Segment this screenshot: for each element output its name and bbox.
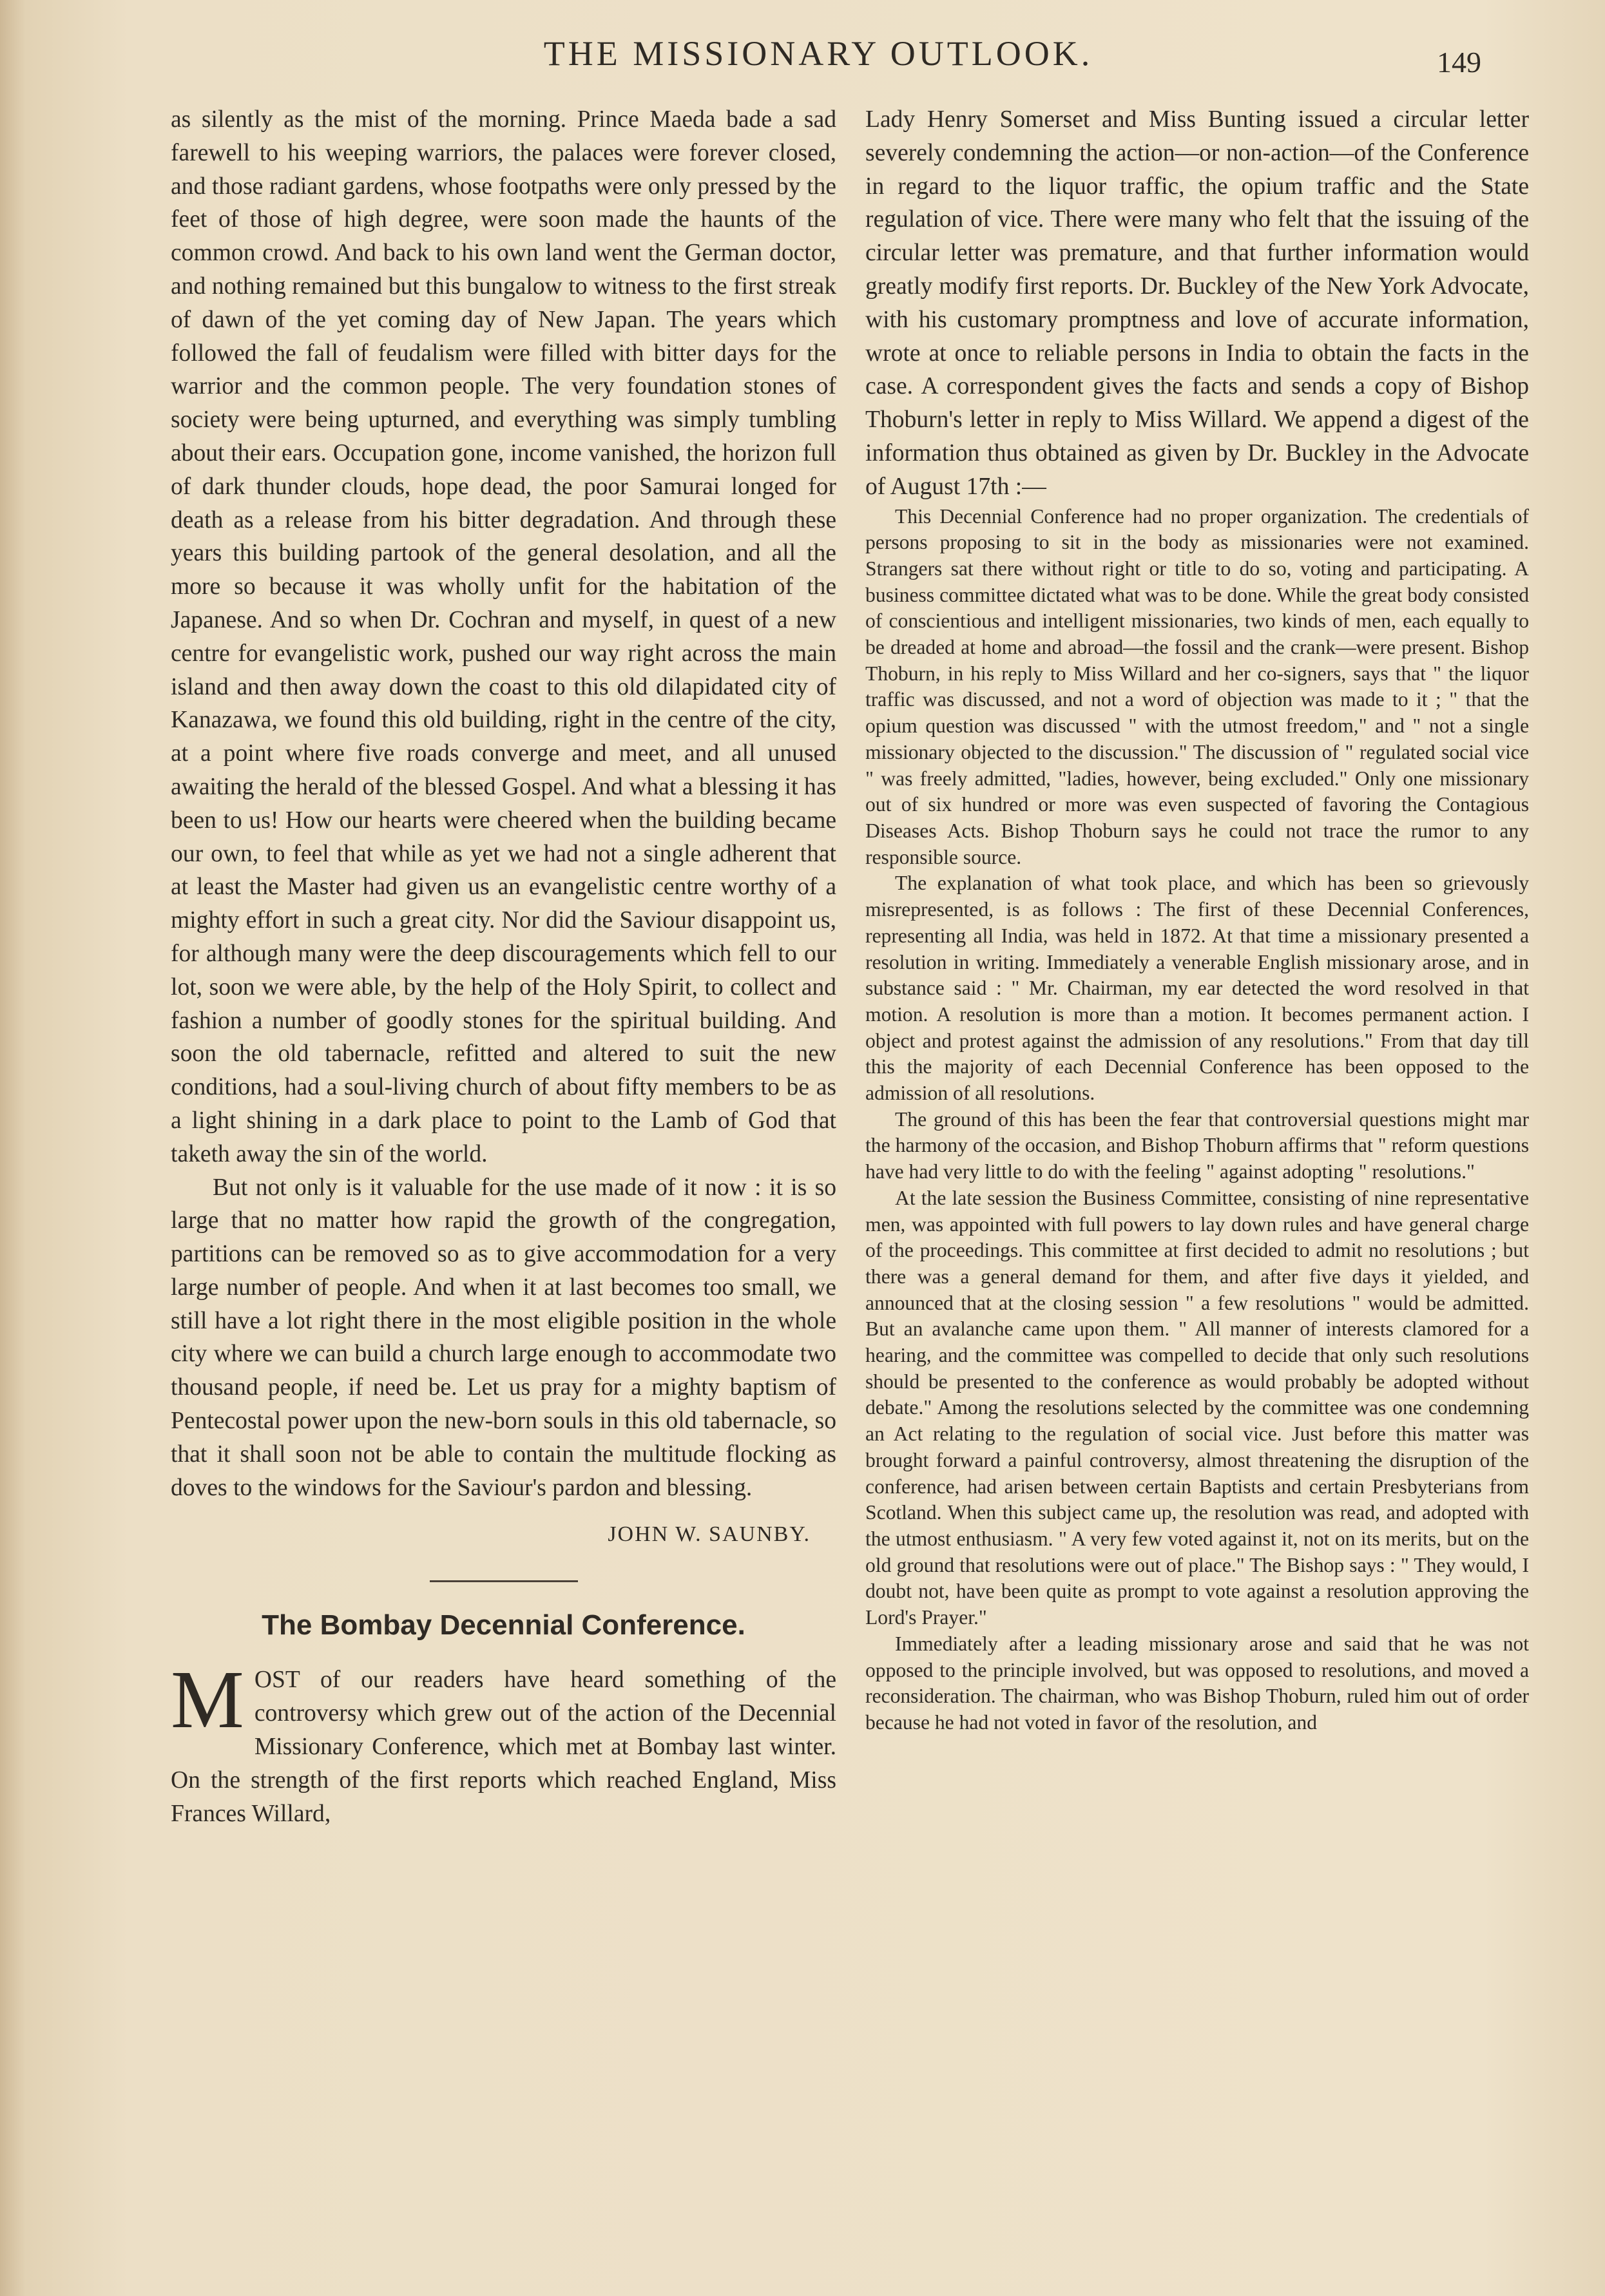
right-paragraph-1: Lady Henry Somerset and Miss Bunting issued a circular letter severely condemning the action—or non-action—of the Conference in regard to the liquor traffic, the opium traffic and the State regulation of vice. There were many who felt that the issuing of the circular letter was premature, and that further information would greatly modify first reports. Dr. Buckley of the New York Advocate, with his customary promptness and love of accurate information, wrote at once to reliable persons in India to obtain the facts in the case. A correspondent gives the facts and sends a copy of Bishop Thoburn's letter in reply to Miss Willard. We append a digest of the information thus obtained as given by Dr. Buckley in the Advocate of August 17th :— — [865, 106, 1529, 500]
quoted-paragraph-5: Immediately after a leading missionary arose and said that he was not opposed to the principle involved, but was opposed to resolutions, and moved a reconsideration. The chairman, who was Bishop Thoburn, ruled him out of order because he had not voted in favor of the resolution, and — [865, 1632, 1529, 1734]
left-column — [171, 103, 836, 1830]
left-paragraph-1: as silently as the mist of the morning. Prince Maeda bade a sad farewell to his weeping warriors, the palaces were forever closed, and those radiant gardens, whose footpaths were only pressed by the feet of those of high degree, were soon made the haunts of the common crowd. And back to his own land went the German doctor, and nothing remained but this bungalow to witness to the first streak of dawn of the yet coming day of New Japan. The years which followed the fall of feudalism were filled with bitter days for the warrior and the common people. The very foundation stones of society were being upturned, and everything was simply tumbling about their ears. Occupation gone, income vanished, the horizon full of dark thunder clouds, hope dead, the poor Samurai longed for death as a release from his bitter degradation. And through these years this building partook of the general desolation, and all the more so because it was wholly unfit for the habitation of the Japanese. And so when Dr. Cochran and myself, in quest of a new centre for evangelistic work, pushed our way right across the main island and then away down the coast to this old dilapidated city of Kanazawa, we found this old building, right in the centre of the city, at a point where five roads converge and meet, and all unused awaiting the herald of the blessed Gospel. And what a blessing it has been to us! How our hearts were cheered when the building became our own, to feel that while as yet we had not a single adherent that at least the Master had given us an evangelistic centre worthy of a mighty effort in such a great city. Nor did the Saviour disappoint us, for although many were the deep discouragements which fell to our lot, soon we were able, by the help of the Holy Spirit, to collect and fashion a number of goodly stones for the spiritual building. And soon the old tabernacle, refitted and altered to suit the new conditions, had a soul-living church of about fifty members to be as a light shining in a dark place to point to the Lamb of God that taketh away the sin of the world. — [171, 106, 836, 1167]
quoted-paragraph-3: The ground of this has been the fear that controversial questions might mar the harmony of the occasion, and Bishop Thoburn affirms that " reform questions have had very little to do with the feeling " against adopting " resolutions." — [865, 1107, 1529, 1183]
section-divider — [430, 1580, 578, 1582]
page-header — [0, 33, 1605, 85]
page-number: 149 — [1437, 46, 1481, 79]
running-head: THE MISSIONARY OUTLOOK. — [543, 34, 1093, 73]
article-lead-paragraph — [171, 1654, 836, 1830]
quoted-paragraph-4: At the late session the Business Committee, consisting of nine representative men, was appointed with full powers to lay down rules and have general charge of the proceedings. This committee at first decided to admit no resolutions ; but there was a general demand for them, and after five days it yielded, and announced that at the closing session " a few resolutions " would be admitted. But an avalanche came upon them. " All manner of interests clamored for a hearing, and the committee was compelled to decide that only such resolutions should be presented to the conference as would probably be adopted without debate." Among the resolutions selected by the committee was one condemning an Act relating to the regulation of social vice. Just before this matter was brought forward a painful controversy, almost threatening the disruption of the conference, had arisen between certain Baptists and certain Presbyterians from Scotland. When this subject came up, the resolution was read, and adopted with the utmost enthusiasm. " A very few voted against it, not on its merits, but on the old ground that resolutions were out of place." The Bishop says : " They would, I doubt not, have been quite as prompt to vote against a resolution approving the Lord's Prayer." — [865, 1186, 1529, 1629]
lead-text: of our readers have heard something of the controversy which grew out of the action of the Decennial Missionary Conference, which met at Bombay last winter. On the strength of the first reports which reached England, Miss Frances Willard, — [171, 1667, 836, 1827]
right-column — [865, 103, 1529, 1736]
lead-caps: OST — [254, 1667, 300, 1694]
quoted-paragraph-2: The explanation of what took place, and which has been so grievously misrepresented, is as follows : The first of these Decennial Conferences, representing all India, was held in 1872. At that time a missionary presented a resolution in writing. Immediately a venerable English missionary arose, and in substance said : " Mr. Chairman, my ear detected the word resolved in that motion. A resolution is more than a motion. It becomes permanent action. I object and protest against the admission of any resolutions." From that day till this the majority of each Decennial Conference has been opposed to the admission of all resolutions. — [865, 872, 1529, 1105]
quoted-paragraph-1: This Decennial Conference had no proper organization. The credentials of persons proposing to sit in the body as missionaries were not examined. Strangers sat there without right or title to do so, voting and participating. A business committee dictated what was to be done. While the great body consisted of conscientious and intelligent missionaries, two kinds of men, each equally to be dreaded at home and abroad—the fossil and the crank—were present. Bishop Thoburn, in his reply to Miss Willard and her co-signers, says that " the liquor traffic was discussed, and not a word of objection was made to it ; " that the opium question was discussed " with the utmost freedom," and " not a single missionary objected to the discussion." The discussion of " regulated social vice " was freely admitted, "ladies, however, being excluded." Only one missionary out of six hundred or more was even suspected of favoring the Contagious Diseases Acts. Bishop Thoburn says he could not trace the rumor to any responsible source. — [865, 504, 1529, 868]
left-paragraph-2: But not only is it valuable for the use made of it now : it is so large that no matter how rapid the growth of the congregation, partitions can be removed so as to give accommodation for a very large number of people. And when it at last becomes too small, we still have a lot right there in the most eligible position in the whole city where we can build a church large enough to accommodate two thousand people, if need be. Let us pray for a mighty baptism of Pentecostal power upon the new-born souls in this old tabernacle, so that it shall soon not be able to contain the multitude flocking as doves to the windows for the Saviour's pardon and blessing. — [171, 1174, 836, 1501]
section-title: The Bombay Decennial Conference. — [262, 1609, 745, 1641]
drop-cap: M — [171, 1654, 244, 1746]
author-signature: JOHN W. SAUNBY. — [608, 1522, 811, 1547]
